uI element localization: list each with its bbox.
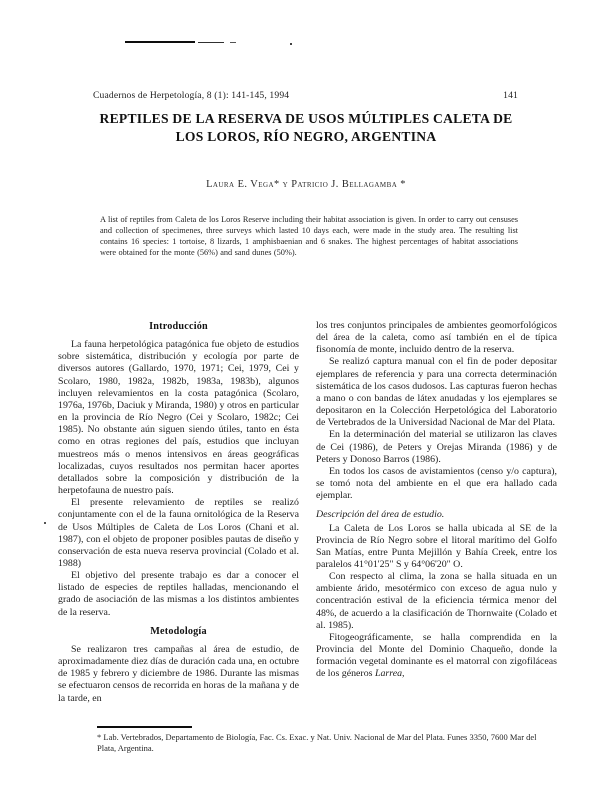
scan-artifact-dash	[198, 42, 224, 43]
methods-paragraph-2: los tres conjuntos principales de ambientes geomorfológicos del área de la caleta, como así también en el de típica fisonomía de monte, incluido dentro de la reserva.	[316, 320, 557, 356]
section-heading-metodologia: Metodología	[150, 625, 207, 637]
scan-artifact-dot	[44, 522, 46, 524]
area-paragraph-1: La Caleta de Los Loros se halla ubicada al SE de la Provincia de Río Negro sobre el litoral marítimo del Golfo San Matías, entre Punta Mejillón y Bahía Creek, entre los paralelos 41°01'25" S y 64°06'20" O.	[316, 522, 557, 570]
scan-artifact-dot	[290, 43, 292, 45]
methods-paragraph-1: Se realizaron tres campañas al área de estudio, de aproximadamente diez días de duración cada una, en octubre de 1985 y febrero y diciembre de 1986. Durante las mismas se efectuaron censos de recorrida en horas de la mañana y de la tarde, en	[58, 643, 299, 704]
scan-artifact-dash	[230, 42, 236, 43]
methods-paragraph-4: En la determinación del material se utilizaron las claves de Cei (1986), de Peters y Orejas Miranda (1986) y de Peters y Donoso Barros (1986).	[316, 429, 557, 465]
footnote-block	[97, 726, 540, 754]
methods-paragraph-3: Se realizó captura manual con el fin de poder depositar ejemplares de referencia y para una correcta determinación sistemática de los casos dudosos. Las capturas fueron hechas a mano o con bandas de látex anudadas y los ejemplares se depositaron en la Colección Herpetológica del Laboratorio de Vertebrados de la Universidad Nacional de Mar del Plata.	[316, 356, 557, 429]
page-number: 141	[503, 90, 518, 101]
authors-line: Laura E. Vega* y Patricio J. Bellagamba *	[206, 179, 406, 190]
abstract-paragraph: A list of reptiles from Caleta de los Loros Reserve including their habitat association is given. In order to carry out censuses and collection of specimenes, three surveys which lasted 10 days each, were made in the study area. The resulting list contains 16 species: 1 tortoise, 8 lizards, 1 amphisbaenian and 6 snakes. The highest percentages of habitat associations were obtained for the monte (56%) and sand dunes (50%).	[100, 215, 518, 258]
body-columns	[58, 320, 557, 705]
subsection-heading-area-estudio: Descripción del área de estudio.	[316, 509, 445, 521]
journal-reference: Cuadernos de Herpetología, 8 (1): 141-145, 1994	[93, 90, 290, 101]
article-title-line1: REPTILES DE LA RESERVA DE USOS MÚLTIPLES CALETA DE	[99, 111, 513, 126]
genus-name-larrea: Larrea,	[374, 668, 405, 680]
article-title-line2: LOS LOROS, RÍO NEGRO, ARGENTINA	[175, 128, 437, 144]
section-heading-introduccion: Introducción	[149, 321, 208, 332]
intro-paragraph-2: El presente relevamiento de reptiles se realizó conjuntamente con el de la fauna ornitológica de la Reserva de Usos Múltiples de Caleta de Los Loros (Chani et al. 1987), con el objeto de proponer posibles pautas de diseño y conservación de esta nueva reserva provincial (Colado et al. 1988)	[58, 497, 299, 569]
running-header	[93, 90, 518, 101]
area-paragraph-2: Con respecto al clima, la zona se halla situada en un ambiente árido, mesotérmico con exceso de agua nulo y concentración estival de la eficiencia térmica menor del 48%, de acuerdo a la clasificación de Thornwaite (Colado et al. 1985).	[316, 571, 557, 631]
footnote-text: * Lab. Vertebrados, Departamento de Biología, Fac. Cs. Exac. y Nat. Univ. Nacional de Mar del Plata. Funes 3350, 7600 Mar del Plata, Argentina.	[97, 731, 537, 753]
area-paragraph-3	[316, 632, 557, 681]
footnote-rule	[97, 726, 192, 728]
article-title	[0, 110, 612, 145]
intro-paragraph-1: La fauna herpetológica patagónica fue objeto de estudios sobre sistemática, distribución y ecología por parte de diversos autores (Gallardo, 1970, 1971; Cei, 1979, Cei y Scolaro, 1980, 1982a, 1982b, 1983a, 1983b), algunos incluyen relevamientos en la costa patagónica (Scolaro, 1976a, 1976b, Daciuk y Miranda, 1980) y otros en particular en la provincia de Río Negro (Cei y Scolaro, 1982c; Cei 1985). No obstante aún siguen siendo útiles, tanto en ésta como en otras regiones del país, estudios que incluyan muestreos más o menos intensivos en áreas geográficas localizadas, cuyos resultados nos permitan hacer aportes detallados sobre la composición y distribución de la herpetofauna de nuestro país.	[58, 339, 299, 497]
methods-paragraph-5: En todos los casos de avistamientos (censo y/o captura), se tomó nota del ambiente en el que era hallado cada ejemplar.	[316, 465, 557, 502]
area-paragraph-3-text: Fitogeográficamente, se halla comprendida en la Provincia del Monte del Dominio Chaqueño, donde la formación vegetal dominante es el matorral con zigofiláceas de los géneros	[316, 631, 557, 680]
scan-artifact-line	[125, 41, 195, 43]
right-column	[316, 320, 557, 705]
intro-paragraph-3: El objetivo del presente trabajo es dar a conocer el listado de especies de reptiles halladas, mencionando el grado de asociación de las mismas a los distintos ambientes de la reserva.	[58, 570, 299, 618]
left-column	[58, 320, 299, 705]
